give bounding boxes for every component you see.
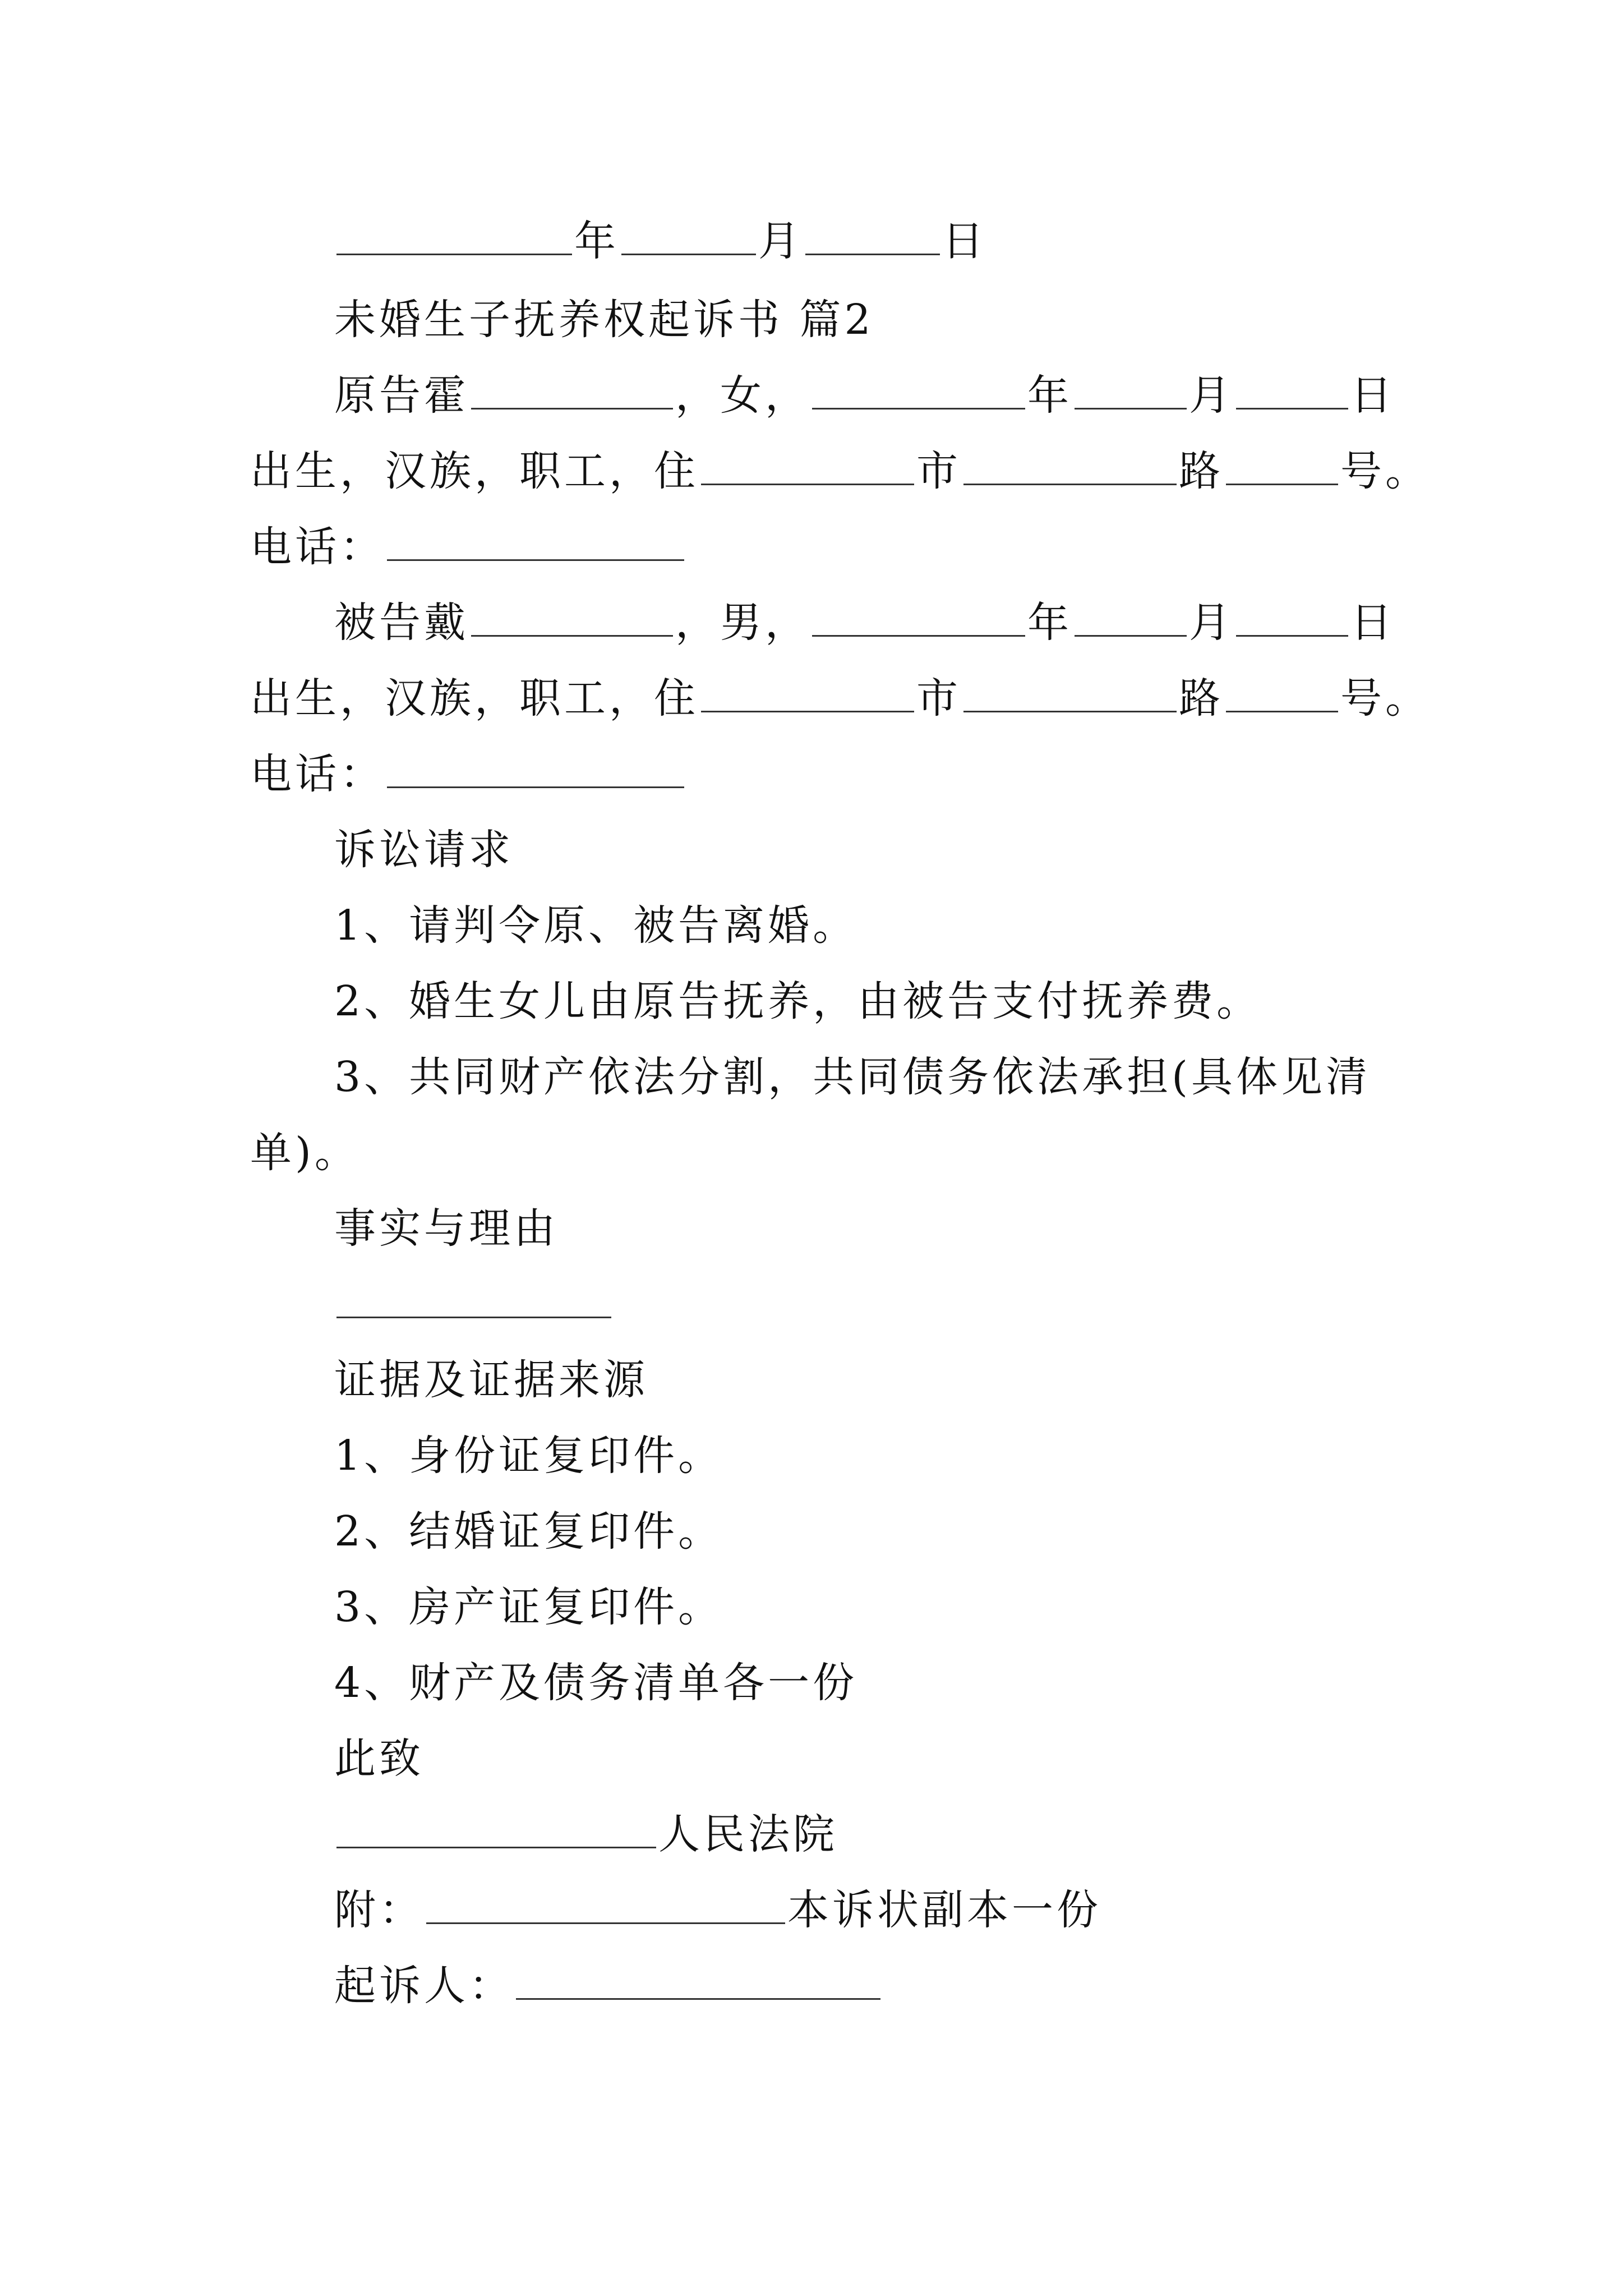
evidence-item: 2、结婚证复印件。 (334, 1507, 723, 1556)
blank-field (1236, 600, 1348, 637)
facts-title: 事实与理由 (334, 1204, 559, 1253)
document-heading: 未婚生子抚养权起诉书 篇2 (334, 296, 874, 344)
claim-item: 1、请判令原、被告离婚。 (334, 901, 858, 950)
defendant-line-1: 被告戴 ，男， 年 月 日 (334, 599, 1395, 647)
court-line: 人民法院 (334, 1806, 838, 1862)
blank-field (805, 219, 940, 255)
blank-field (963, 449, 1177, 485)
claims-title: 诉讼请求 (334, 826, 514, 874)
claim-item-continuation: 单)。 (250, 1129, 359, 1177)
blank-field (1226, 449, 1338, 485)
blank-field (516, 1963, 880, 2000)
attachment-line: 附： 本诉状副本一份 (334, 1886, 1101, 1934)
evidence-title: 证据及证据来源 (334, 1356, 648, 1404)
blank-field (426, 1888, 785, 1924)
facts-blank-line (334, 1276, 614, 1332)
claim-item: 3、共同财产依法分割，共同债务依法承担(具体见清 (334, 1053, 1371, 1101)
blank-field (471, 600, 673, 637)
blank-field (1075, 600, 1187, 637)
defendant-phone-line: 电话： (250, 746, 686, 802)
blank-field (1236, 373, 1348, 409)
blank-field (701, 449, 914, 485)
blank-field (963, 676, 1177, 712)
plaintiff-phone-line: 电话： (250, 519, 686, 575)
blank-field (1226, 676, 1338, 712)
salutation: 此致 (334, 1734, 424, 1783)
plaintiff-line-2: 出生，汉族，职工，住 市 路 号。 (250, 447, 1430, 495)
blank-field (1075, 373, 1187, 409)
blank-field (812, 373, 1025, 409)
plaintiff-line-1: 原告霍 ，女， 年 月 日 (334, 371, 1395, 420)
blank-field (621, 219, 756, 255)
blank-field (701, 676, 914, 712)
claim-item: 2、婚生女儿由原告抚养，由被告支付抚养费。 (334, 977, 1262, 1025)
evidence-item: 4、财产及债务清单各一份 (334, 1659, 858, 1707)
blank-field (387, 524, 684, 561)
plaintiff-signature-line: 起诉人： (334, 1958, 883, 2014)
defendant-line-2: 出生，汉族，职工，住 市 路 号。 (250, 674, 1430, 723)
day-label: 日 (942, 217, 987, 265)
blank-field (336, 219, 572, 255)
blank-field (471, 373, 673, 409)
blank-field (812, 600, 1025, 637)
year-label: 年 (574, 217, 619, 265)
evidence-item: 3、房产证复印件。 (334, 1583, 723, 1631)
month-label: 月 (758, 217, 803, 265)
blank-field (336, 1812, 656, 1848)
evidence-item: 1、身份证复印件。 (334, 1432, 723, 1480)
blank-field (387, 752, 684, 788)
date-line (334, 213, 987, 269)
blank-field (336, 1282, 611, 1318)
